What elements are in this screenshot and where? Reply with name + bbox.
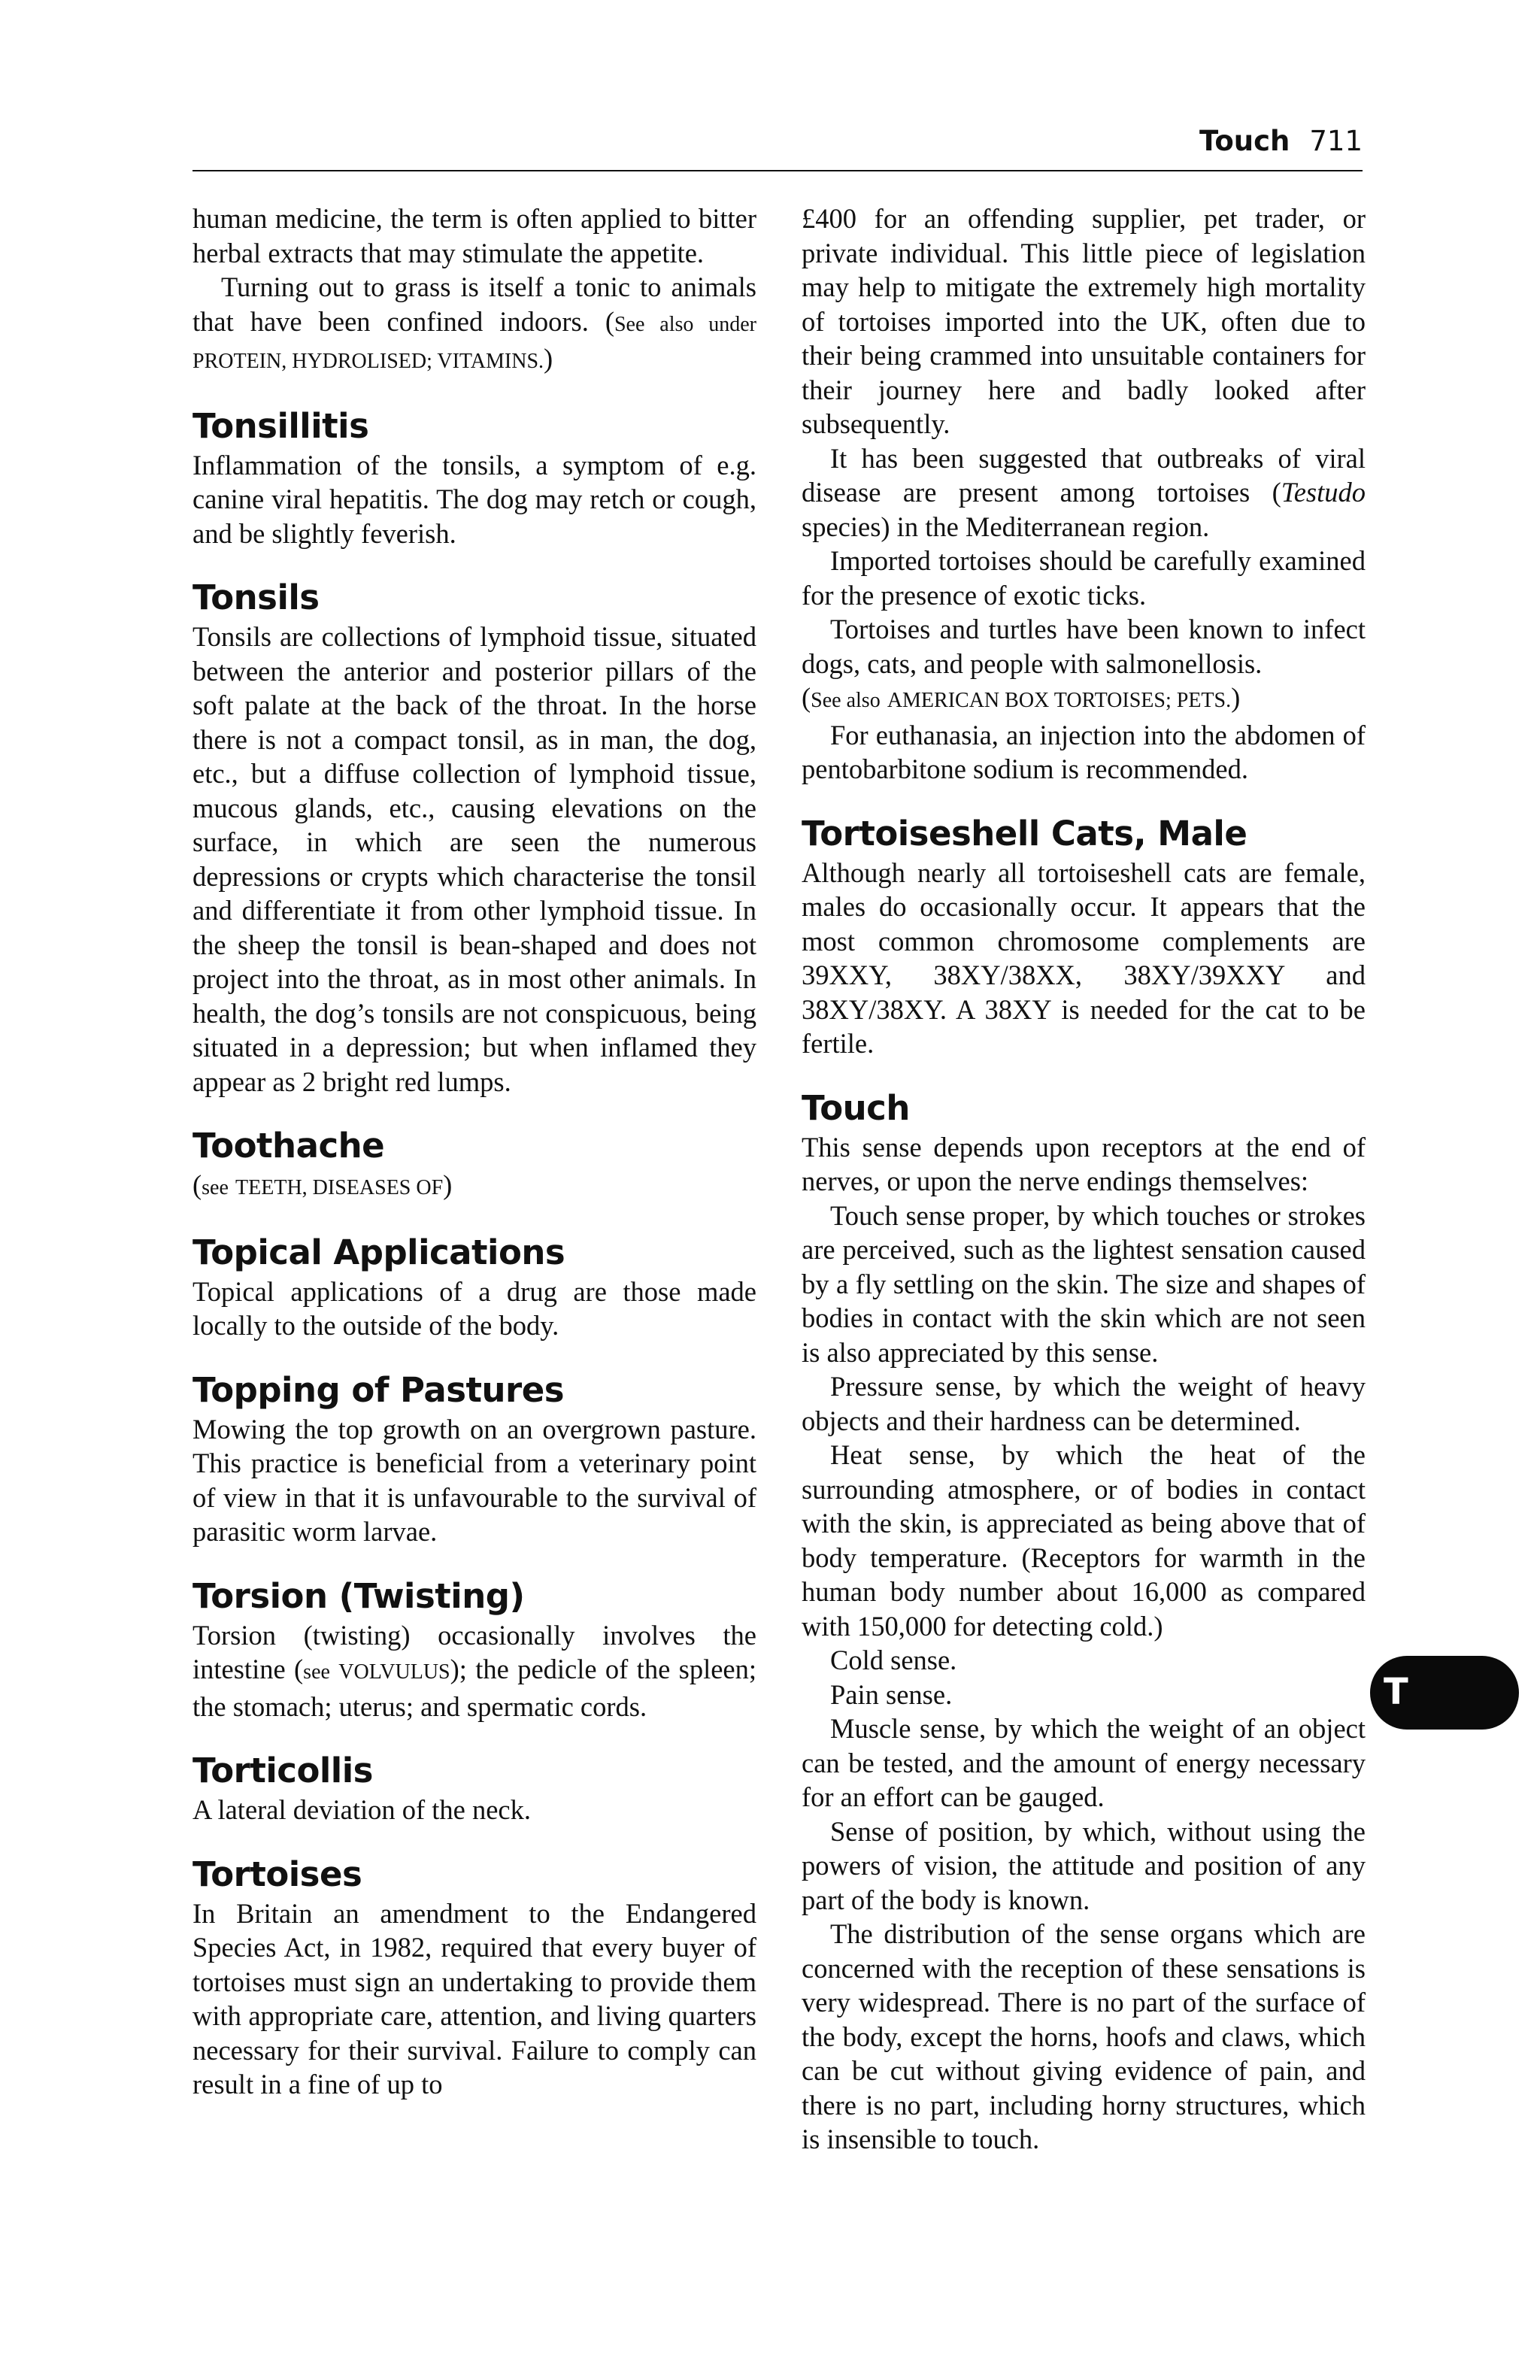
entry-heading-tonsillitis: Tonsillitis [192, 405, 369, 446]
toothache-xref-see: see [202, 1176, 229, 1199]
paragraph-tortoises-euthanasia: For euthanasia, an injection into the abdomen of pentobarbitone sodium is recommended. [802, 719, 1366, 784]
entry-heading-tortoiseshell-cats: Tortoiseshell Cats, Male [802, 813, 1247, 853]
entry-text-torsion [192, 1618, 756, 1724]
paragraph-tortoises-viral [802, 441, 1366, 544]
paragraph-touch-pain: Pain sense. [830, 1678, 953, 1710]
entry-text-torticollis: A lateral deviation of the neck. [192, 1794, 531, 1825]
left-column [192, 202, 756, 2102]
torsion-text-a: Torsion (twisting) occasionally involves the intestine ( [192, 1619, 756, 1684]
entry-text-topical-applications: Topical applications of a drug are those made locally to the outside of the body. [192, 1275, 756, 1341]
paragraph-tortoises-imported: Imported tortoises should be carefully examined for the presence of exotic ticks. [802, 545, 1366, 611]
paragraph-touch-distribution: The distribution of the sense organs which are concerned with the reception of these sensations is very widespread. There is no part of the surface of the body, except the horns, hoofs and claws, which can be cut without giving evidence of pain, and there is no part, including horny structures, which is insensible to touch. [802, 1918, 1366, 2154]
paragraph-touch-proper: Touch sense proper, by which touches or strokes are perceived, such as the lightest sensation caused by a fly settling on the skin. The size and shapes of bodies in contact with the skin which are not seen is also appreciated by this sense. [802, 1199, 1366, 1368]
thumb-index-tab[interactable] [1370, 1656, 1519, 1730]
torsion-xref-link[interactable]: VOLVULUS [338, 1660, 450, 1684]
entry-xref-toothache [192, 1168, 756, 1205]
testudo-italic: Testudo [1281, 477, 1366, 508]
torsion-text-b: ); the pedicle of the spleen; the stomach; uterus; and spermatic cords. [192, 1654, 757, 1722]
running-head [1199, 125, 1363, 157]
entry-text-tortoiseshell-cats: Although nearly all tortoiseshell cats are female, males do occasionally occur. It appears that the most common chromosome complements are 39XXY, 38XY/38XX, 38XY/39XXY and 38XY/38XY. A 38XY is needed for the cat to be fertile. [802, 856, 1366, 1059]
running-head-title: Touch [1199, 125, 1290, 157]
toothache-xref-open: ( [192, 1169, 202, 1200]
torsion-xref-see: see [303, 1660, 330, 1684]
tortoises-viral-text-a: It has been suggested that outbreaks of viral disease are present among tortoises ( [802, 442, 1366, 508]
page-header [192, 120, 1363, 165]
tortoises-viral-text-b: species) in the Mediterranean region. [802, 511, 1210, 542]
paragraph-touch-heat: Heat sense, by which the heat of the surrounding atmosphere, or of bodies in contact with the skin, is appreciated as being above that of body temperature. (Receptors for warmth in the human body number about 16,000 as compared with 150,000 for detecting cold.) [802, 1439, 1366, 1642]
toothache-xref-link[interactable]: TEETH, DISEASES OF [235, 1176, 444, 1199]
entry-heading-toothache: Toothache [192, 1126, 385, 1166]
entry-text-touch-intro: This sense depends upon receptors at the end of nerves, or upon the nerve endings themselves: [802, 1131, 1366, 1196]
entry-text-topping-of-pastures: Mowing the top growth on an overgrown pasture. This practice is beneficial from a veterinary point of view in that it is unfavourable to the survival of parasitic worm larvae. [192, 1413, 756, 1547]
grass-xref-link[interactable]: PROTEIN, HYDROLISED; VITAMINS. [192, 350, 544, 373]
header-rule [192, 170, 1363, 171]
paragraph-touch-muscle: Muscle sense, by which the weight of an object can be tested, and the amount of energy necessary for an effort can be gauged. [802, 1713, 1366, 1812]
paragraph-touch-position: Sense of position, by which, without using the powers of vision, the attitude and position of any part of the body is known. [802, 1815, 1366, 1915]
entry-text-tortoises-continued: £400 for an offending supplier, pet trader, or private individual. This little piece of legislation may help to mitigate the extremely high mortality of tortoises imported into the UK, often due to their being crammed into unsuitable containers for their journey here and badly looked after subsequently. [802, 203, 1366, 439]
tortoises-xref [802, 681, 1366, 718]
entry-heading-touch: Touch [802, 1087, 910, 1128]
page-number: 711 [1309, 125, 1363, 157]
right-column [802, 202, 1366, 2157]
tortoises-xref-see: See also [811, 689, 881, 712]
entry-heading-topical-applications: Topical Applications [192, 1232, 565, 1272]
tortoises-xref-open: ( [802, 682, 811, 713]
paragraph-grass-tonic [192, 270, 756, 379]
entry-text-tonsillitis: Inflammation of the tonsils, a symptom of e.g. canine viral hepatitis. The dog may retch or cough, and be slightly feverish. [192, 449, 756, 549]
grass-xref-close: ) [544, 343, 553, 374]
toothache-xref-close: ) [443, 1169, 453, 1200]
tortoises-xref-link[interactable]: AMERICAN BOX TORTOISES; PETS. [887, 689, 1232, 712]
entry-text-tonsils: Tonsils are collections of lymphoid tissue, situated between the anterior and posterior pillars of the soft palate at the back of the throat. In the horse there is not a compact tonsil, as in man, the dog, etc., but a diffuse collection of lymphoid tissue, mucous glands, etc., causing elevations on the surface, in which are seen the numerous depressions or crypts which characterise the tonsil and differentiate it from other lymphoid tissue. In the sheep the tonsil is bean-shaped and does not project into the throat, as in most other animals. In health, the dog’s tonsils are not conspicuous, being situated in a depression; but when inflamed they appear as 2 bright red lumps. [192, 621, 756, 1097]
entry-heading-torticollis: Torticollis [192, 1751, 373, 1790]
paragraph-touch-cold: Cold sense. [830, 1645, 957, 1675]
paragraph-touch-pressure: Pressure sense, by which the weight of heavy objects and their hardness can be determined. [802, 1371, 1366, 1436]
paragraph-tortoises-salmonella: Tortoises and turtles have been known to infect dogs, cats, and people with salmonellosis. [802, 614, 1366, 679]
entry-heading-torsion: Torsion (Twisting) [192, 1575, 525, 1616]
grass-xref-open: ( [605, 305, 614, 337]
paragraph-appetite: human medicine, the term is often applied to bitter herbal extracts that may stimulate the appetite. [192, 203, 756, 268]
entry-heading-tonsils: Tonsils [192, 578, 320, 617]
entry-heading-topping-of-pastures: Topping of Pastures [192, 1369, 565, 1410]
tortoises-xref-close: ) [1231, 682, 1241, 713]
grass-tonic-text: Turning out to grass is itself a tonic to animals that have been confined indoors. [192, 271, 756, 337]
entry-text-tortoises: In Britain an amendment to the Endangered Species Act, in 1982, required that every buyer of tortoises must sign an undertaking to provide them with appropriate care, attention, and living quarters necessary for their survival. Failure to comply can result in a fine of up to [192, 1897, 756, 2100]
thumb-index-letter: T [1384, 1671, 1408, 1713]
entry-heading-tortoises: Tortoises [192, 1854, 362, 1894]
grass-xref-see: See also under [614, 312, 756, 336]
